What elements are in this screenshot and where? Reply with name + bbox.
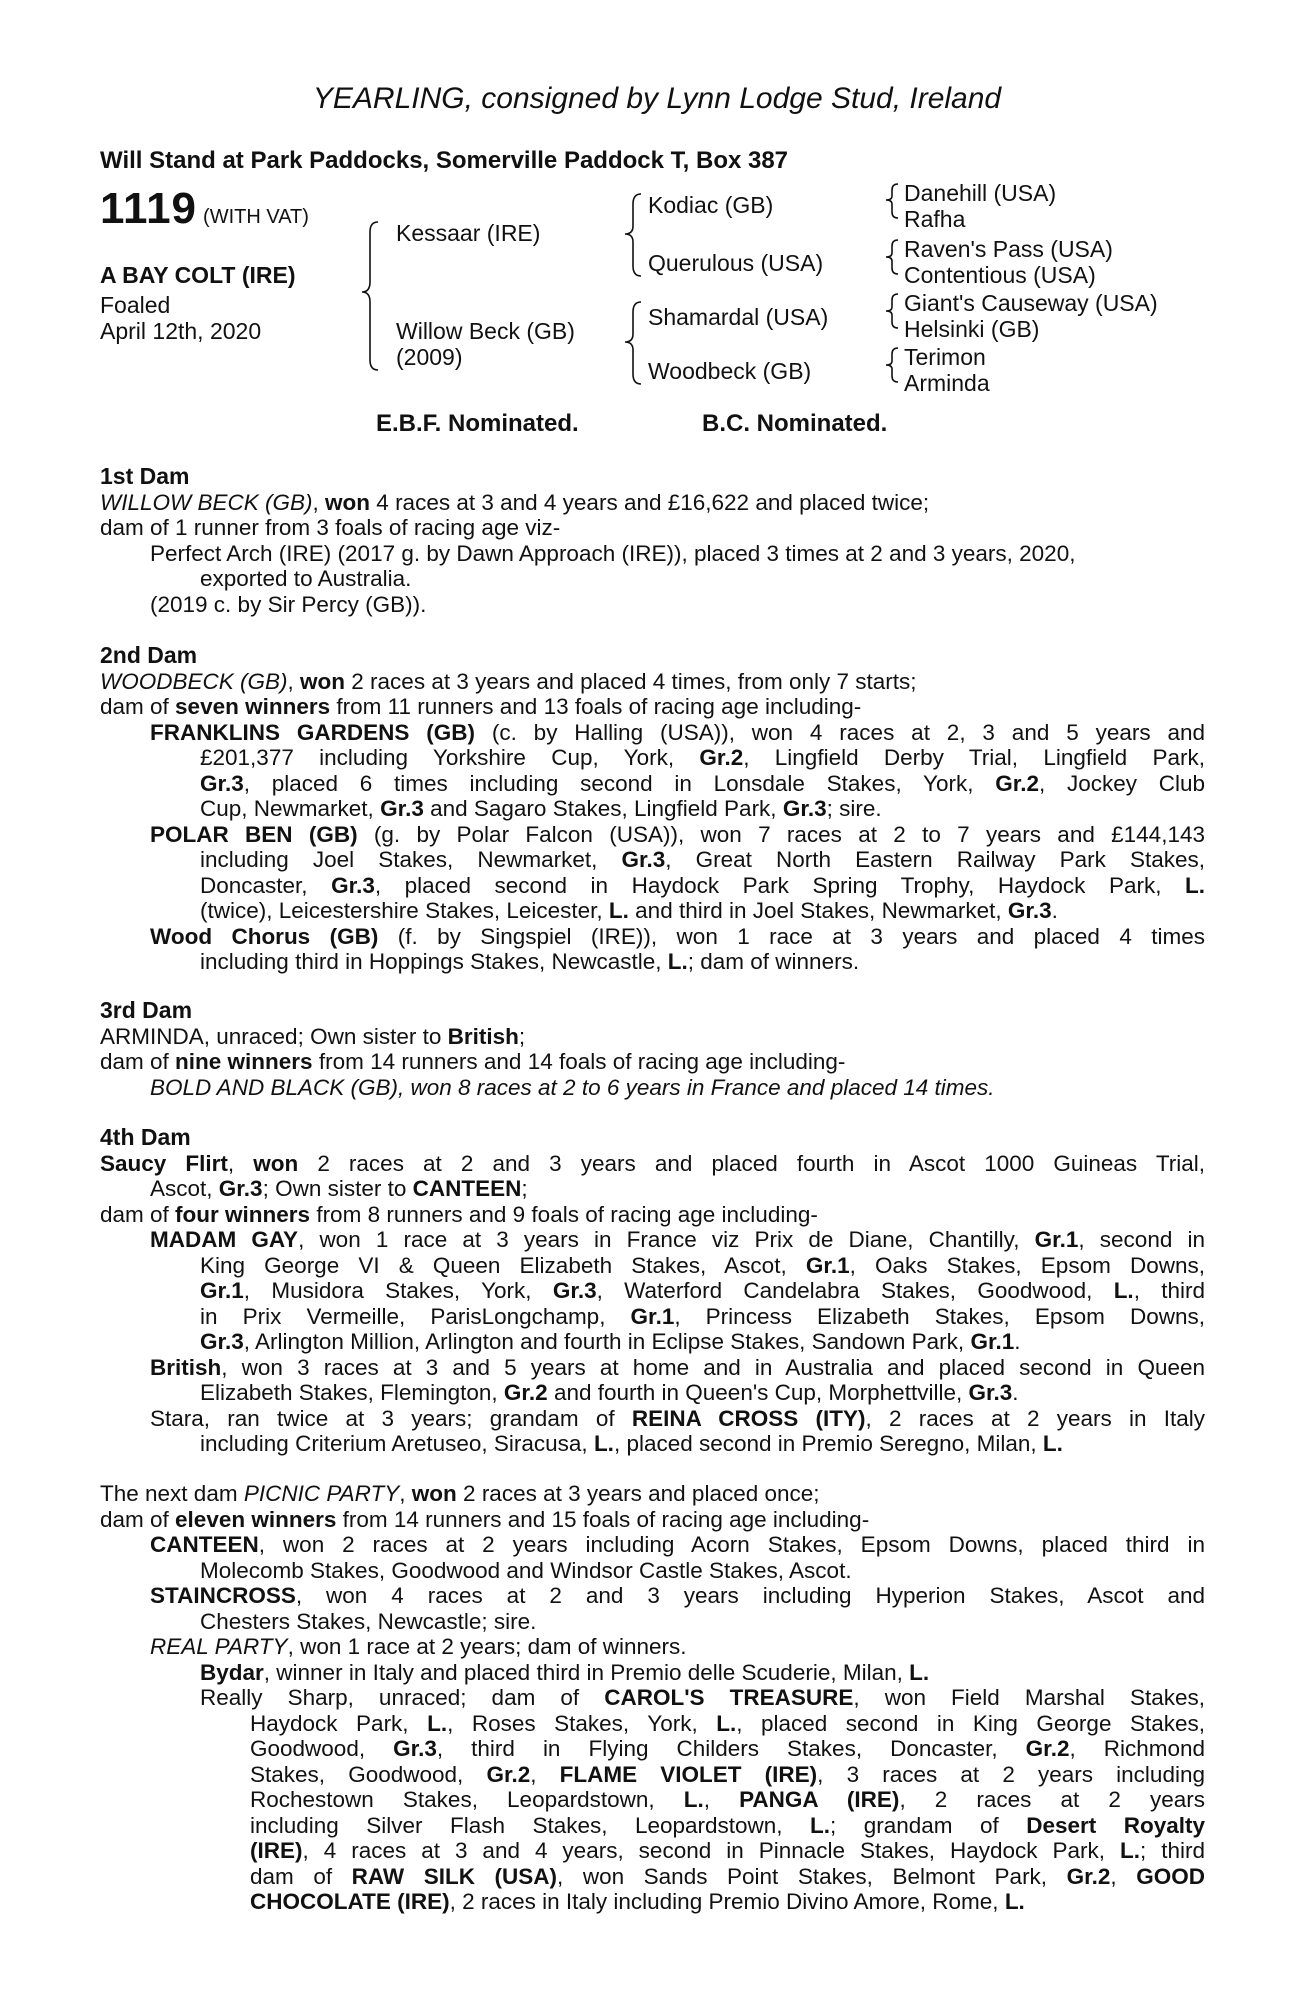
produce-entry-cont: Goodwood, Gr.3, third in Flying Childers Stakes, Doncaster, Gr.2, Richmond	[250, 1736, 1206, 1761]
pedigree-sire-dam: Querulous (USA)	[648, 250, 824, 276]
pedigree-g3: Raven's Pass (USA)	[904, 236, 1113, 262]
produce-entry: (2019 c. by Sir Percy (GB)).	[150, 591, 427, 617]
dam-line: WOODBECK (GB), won 2 races at 3 years and placed 4 times, from only 7 starts;	[100, 668, 917, 694]
produce-entry: FRANKLINS GARDENS (GB) (c. by Halling (USA)), won 4 races at 2, 3 and 5 years and	[150, 719, 1205, 745]
produce-summary: dam of seven winners from 11 runners and 13 foals of racing age including-	[100, 694, 862, 719]
catalogue-title: YEARLING, consigned by Lynn Lodge Stud, Ireland	[312, 82, 1002, 115]
produce-entry-cont: Gr.3, placed 6 times including second in Lonsdale Stakes, York, Gr.2, Jockey Club	[200, 770, 1205, 796]
produce-entry-cont: Stakes, Goodwood, Gr.2, FLAME VIOLET (IRE), 3 races at 2 years including	[250, 1761, 1205, 1787]
pedigree-g5: Giant's Causeway (USA)	[904, 290, 1158, 316]
produce-entry-cont: (IRE), 4 races at 3 and 4 years, second in Pinnacle Stakes, Haydock Park, L.; third	[250, 1838, 1205, 1863]
produce-entry-cont: Gr.3, Arlington Million, Arlington and fourth in Eclipse Stakes, Sandown Park, Gr.1.	[200, 1329, 1021, 1354]
pedigree-sire: Kessaar (IRE)	[396, 220, 541, 246]
produce-entry-cont: including Joel Stakes, Newmarket, Gr.3, Great North Eastern Railway Park Stakes,	[200, 847, 1205, 872]
pedigree-dam-sire: Shamardal (USA)	[648, 304, 829, 330]
produce-entry-cont: Doncaster, Gr.3, placed second in Haydock Park Spring Trophy, Haydock Park, L.	[200, 872, 1205, 898]
stand-location: Will Stand at Park Paddocks, Somerville Paddock T, Box 387	[100, 147, 789, 174]
section-heading: 3rd Dam	[100, 997, 193, 1023]
produce-entry-cont: Gr.1, Musidora Stakes, York, Gr.3, Waterford Candelabra Stakes, Goodwood, L., third	[200, 1278, 1205, 1303]
produce-entry-cont: including third in Hoppings Stakes, Newcastle, L.; dam of winners.	[200, 949, 860, 974]
produce-entry-cont: Cup, Newmarket, Gr.3 and Sagaro Stakes, Lingfield Park, Gr.3; sire.	[200, 796, 882, 821]
lot-number-value: 1119	[100, 184, 198, 233]
produce-entry-cont: dam of RAW SILK (USA), won Sands Point Stakes, Belmont Park, Gr.2, GOOD	[250, 1863, 1205, 1889]
produce-entry-cont: Haydock Park, L., Roses Stakes, York, L., placed second in King George Stakes,	[250, 1710, 1205, 1736]
produce-summary: dam of 1 runner from 3 foals of racing age viz-	[100, 515, 561, 540]
produce-entry: Really Sharp, unraced; dam of CAROL'S TREASURE, won Field Marshal Stakes,	[200, 1685, 1205, 1710]
produce-entry-cont: Rochestown Stakes, Leopardstown, L., PANGA (IRE), 2 races at 2 years	[250, 1787, 1205, 1812]
pedigree-g6: Helsinki (GB)	[904, 316, 1040, 342]
produce-summary: dam of eleven winners from 14 runners and 15 foals of racing age including-	[100, 1506, 870, 1532]
produce-entry: POLAR BEN (GB) (g. by Polar Falcon (USA)), won 7 races at 2 to 7 years and £144,143	[150, 821, 1205, 847]
pedigree-g4: Contentious (USA)	[904, 262, 1096, 288]
third-dam-section	[100, 998, 1205, 1100]
produce-entry: Stara, ran twice at 3 years; grandam of REINA CROSS (ITY), 2 races at 2 years in Italy	[150, 1405, 1205, 1431]
section-heading: 1st Dam	[100, 463, 190, 489]
produce-entry: REAL PARTY, won 1 race at 2 years; dam of winners.	[150, 1634, 687, 1659]
pedigree-dam-dam: Woodbeck (GB)	[648, 358, 812, 384]
produce-entry: British, won 3 races at 3 and 5 years at home and in Australia and placed second in Queen	[150, 1354, 1205, 1380]
produce-entry-cont: in Prix Vermeille, ParisLongchamp, Gr.1, Princess Elizabeth Stakes, Epsom Downs,	[200, 1303, 1205, 1329]
dam-line-cont: Ascot, Gr.3; Own sister to CANTEEN;	[150, 1176, 528, 1201]
bc-nomination: B.C. Nominated.	[702, 410, 888, 437]
ebf-nomination: E.B.F. Nominated.	[376, 410, 579, 437]
foaled-date: April 12th, 2020	[100, 318, 262, 344]
produce-entry-cont: Chesters Stakes, Newcastle; sire.	[200, 1608, 537, 1634]
produce-entry: Wood Chorus (GB) (f. by Singspiel (IRE)), won 1 race at 3 years and placed 4 times	[150, 923, 1205, 949]
first-dam-section	[100, 464, 1205, 617]
pedigree-g8: Arminda	[904, 370, 990, 396]
pedigree-g1: Danehill (USA)	[904, 180, 1057, 206]
produce-entry: CANTEEN, won 2 races at 2 years including Acorn Stakes, Epsom Downs, placed third in	[150, 1532, 1205, 1557]
fourth-dam-section	[100, 1125, 1205, 1457]
pedigree-g7: Terimon	[904, 344, 986, 370]
produce-entry: Perfect Arch (IRE) (2017 g. by Dawn Approach (IRE)), placed 3 times at 2 and 3 years, 2020,	[150, 540, 1076, 566]
section-heading: 4th Dam	[100, 1124, 191, 1150]
produce-entry-cont: (twice), Leicestershire Stakes, Leicester, L. and third in Joel Stakes, Newmarket, Gr.3.	[200, 898, 1058, 923]
produce-entry-cont: including Silver Flash Stakes, Leopardstown, L.; grandam of Desert Royalty	[250, 1812, 1205, 1838]
produce-entry: MADAM GAY, won 1 race at 3 years in France viz Prix de Diane, Chantilly, Gr.1, second in	[150, 1227, 1205, 1252]
vat-note: (WITH VAT)	[203, 206, 309, 228]
produce-entry-cont: King George VI & Queen Elizabeth Stakes, Ascot, Gr.1, Oaks Stakes, Epsom Downs,	[200, 1252, 1205, 1278]
section-heading: 2nd Dam	[100, 642, 198, 668]
foaled-label: Foaled	[100, 292, 171, 318]
produce-entry-cont: including Criterium Aretuseo, Siracusa, L., placed second in Premio Seregno, Milan, L.	[200, 1431, 1063, 1456]
produce-entry-cont: exported to Australia.	[200, 566, 412, 591]
dam-line: WILLOW BECK (GB), won 4 races at 3 and 4 years and £16,622 and placed twice;	[100, 489, 930, 515]
horse-name: A BAY COLT (IRE)	[100, 262, 296, 288]
pedigree-dam: Willow Beck (GB)	[396, 318, 575, 344]
produce-summary: dam of four winners from 8 runners and 9 foals of racing age including-	[100, 1201, 818, 1227]
dam-line: Saucy Flirt, won 2 races at 2 and 3 years and placed fourth in Ascot 1000 Guineas Trial,	[100, 1150, 1205, 1176]
produce-entry-cont: CHOCOLATE (IRE), 2 races in Italy including Premio Divino Amore, Rome, L.	[250, 1889, 1025, 1914]
produce-entry-cont: £201,377 including Yorkshire Cup, York, Gr.2, Lingfield Derby Trial, Lingfield Park,	[200, 745, 1205, 770]
second-dam-section	[100, 643, 1205, 975]
pedigree-dam-year: (2009)	[396, 344, 463, 370]
pedigree-sire-sire: Kodiac (GB)	[648, 192, 774, 218]
produce-entry: Bydar, winner in Italy and placed third in Premio delle Scuderie, Milan, L.	[200, 1659, 930, 1685]
produce-entry-cont: Elizabeth Stakes, Flemington, Gr.2 and fourth in Queen's Cup, Morphettville, Gr.3.	[200, 1380, 1019, 1405]
produce-summary: dam of nine winners from 14 runners and 14 foals of racing age including-	[100, 1049, 846, 1074]
dam-line: ARMINDA, unraced; Own sister to British;	[100, 1023, 526, 1049]
produce-entry-cont: Molecomb Stakes, Goodwood and Windsor Castle Stakes, Ascot.	[200, 1557, 852, 1583]
produce-entry: BOLD AND BLACK (GB), won 8 races at 2 to 6 years in France and placed 14 times.	[150, 1074, 995, 1100]
next-dam-section	[100, 1481, 1205, 1915]
produce-entry: STAINCROSS, won 4 races at 2 and 3 years including Hyperion Stakes, Ascot and	[150, 1583, 1205, 1608]
pedigree-g2: Rafha	[904, 206, 966, 232]
dam-line: The next dam PICNIC PARTY, won 2 races at 3 years and placed once;	[100, 1481, 820, 1506]
